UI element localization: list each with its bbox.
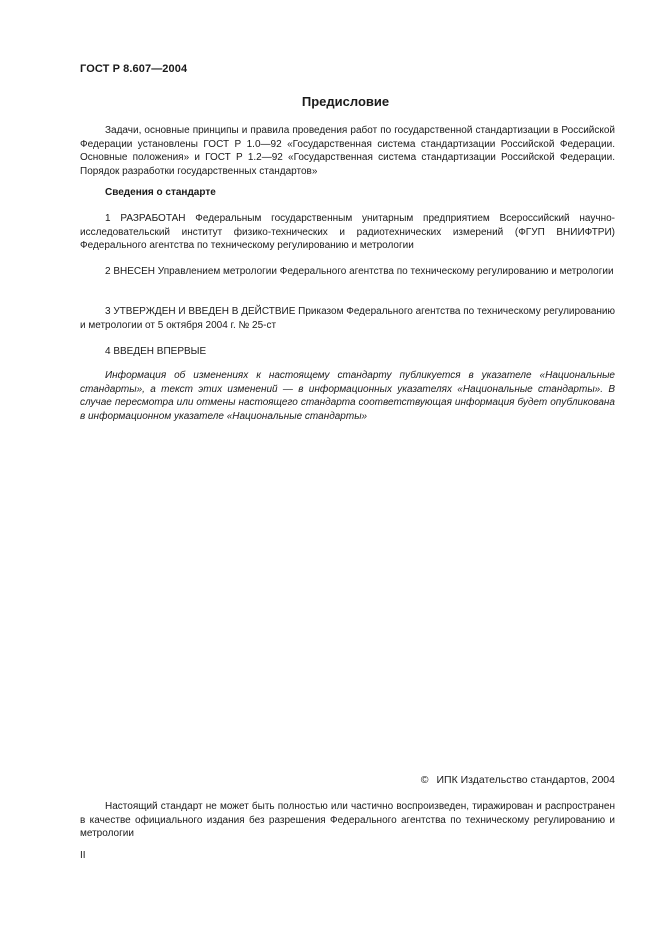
page-number: II	[80, 850, 86, 861]
intro-paragraph: Задачи, основные принципы и правила проведения работ по государственной стандартизации в Российской Федерации установлены ГОСТ Р 1.0—92 «Государственная система стандартизации Российской Федерации. Основные положения» и ГОСТ Р 1.2—92 «Государственная система стандартизации Российской Федерации. Порядок разработки государственных стандартов»	[80, 125, 615, 177]
copyright-symbol: ©	[420, 774, 429, 786]
rights-paragraph: Настоящий стандарт не может быть полностью или частично воспроизведен, тиражирован и распространен в качестве официального издания без разрешения Федерального агентства по техническому регулированию и метрологии	[80, 801, 615, 839]
info-item-approved: 3 УТВЕРЖДЕН И ВВЕДЕН В ДЕЙСТВИЕ Приказом Федерального агентства по техническому регулированию и метрологии от 5 октября 2004 г. № 25-ст	[80, 306, 615, 331]
page-title: Предисловие	[301, 94, 390, 109]
info-item-submitted: 2 ВНЕСЕН Управлением метрологии Федерального агентства по техническому регулированию и метрологии	[105, 266, 614, 277]
copyright-text: ИПК Издательство стандартов, 2004	[436, 774, 615, 786]
notice-paragraph: Информация об изменениях к настоящему стандарту публикуется в указателе «Национальные стандарты», а текст этих изменений — в информационных указателях «Национальные стандарты». В случае пересмотра или отмены настоящего стандарта соответствующая информация будет опубликована в информационном указателе «Национальные стандарты»	[80, 370, 615, 422]
info-item-first-introduced: 4 ВВЕДЕН ВПЕРВЫЕ	[105, 346, 207, 357]
info-heading: Сведения о стандарте	[105, 187, 216, 198]
document-code: ГОСТ Р 8.607—2004	[80, 63, 188, 75]
copyright-line	[421, 774, 615, 786]
info-item-developed: 1 РАЗРАБОТАН Федеральным государственным унитарным предприятием Всероссийский научно-исследовательский институт физико-технических и радиотехнических измерений (ФГУП ВНИИФТРИ) Федерального агентства по техническому регулированию и метрологии	[80, 213, 615, 251]
